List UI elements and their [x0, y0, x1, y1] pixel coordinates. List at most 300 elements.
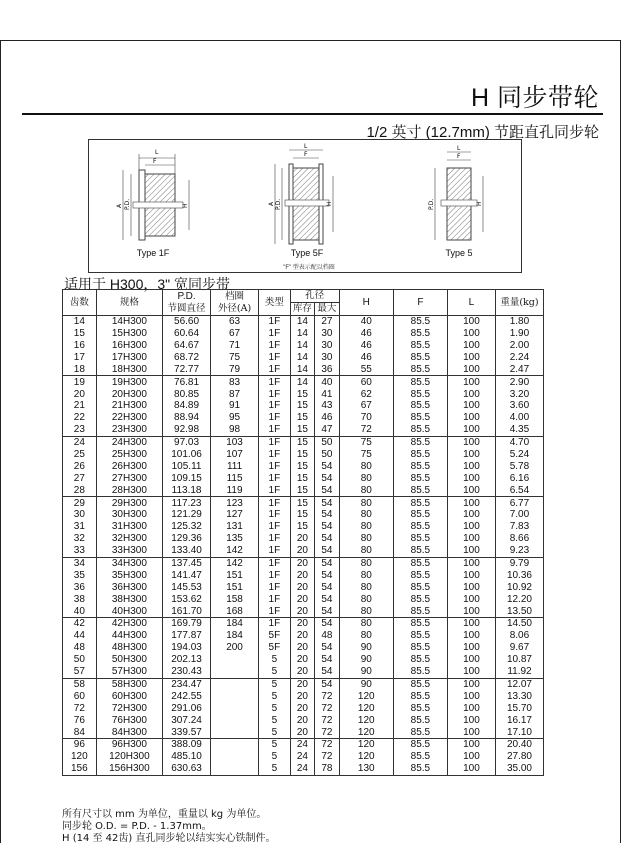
table-row [63, 449, 544, 461]
cell-l: 100 [447, 509, 495, 521]
cell-l: 100 [447, 557, 495, 569]
cell-f: 85.5 [393, 763, 447, 775]
cell-teeth: 76 [63, 714, 97, 726]
cell-bore-max: 50 [315, 449, 340, 461]
svg-text:A: A [268, 201, 275, 206]
svg-text:P.D.: P.D. [124, 198, 131, 210]
cell-flange-od: 123 [211, 497, 259, 509]
cell-flange-od: 103 [211, 436, 259, 448]
cell-f: 85.5 [393, 412, 447, 424]
cell-bore-max: 72 [315, 714, 340, 726]
cell-weight: 1.90 [495, 328, 543, 340]
cell-model: 33H300 [96, 545, 162, 557]
table-row [63, 569, 544, 581]
cell-type: 1F [259, 569, 291, 581]
cell-f: 85.5 [393, 605, 447, 617]
col-bore-stock-header: 库存 [290, 302, 315, 315]
cell-teeth: 48 [63, 642, 97, 654]
cell-h: 90 [339, 654, 393, 666]
type-5-label: Type 5 [445, 248, 473, 258]
cell-bore-max: 40 [315, 376, 340, 388]
cell-bore-stock: 20 [290, 545, 315, 557]
table-row [63, 484, 544, 496]
cell-f: 85.5 [393, 702, 447, 714]
type-5f-label: Type 5F [290, 248, 324, 258]
cell-l: 100 [447, 618, 495, 630]
cell-type: 5 [259, 763, 291, 775]
table-row [63, 726, 544, 738]
cell-model: 26H300 [96, 460, 162, 472]
cell-bore-stock: 20 [290, 678, 315, 690]
cell-flange-od: 184 [211, 618, 259, 630]
cell-f: 85.5 [393, 497, 447, 509]
table-row [63, 376, 544, 388]
cell-pd: 307.24 [163, 714, 211, 726]
cell-bore-stock: 15 [290, 472, 315, 484]
cell-f: 85.5 [393, 557, 447, 569]
col-f-header: F [393, 290, 447, 316]
cell-bore-max: 54 [315, 557, 340, 569]
cell-bore-max: 54 [315, 521, 340, 533]
cell-teeth: 31 [63, 521, 97, 533]
svg-text:H: H [326, 201, 333, 206]
cell-f: 85.5 [393, 726, 447, 738]
table-row [63, 702, 544, 714]
cell-h: 75 [339, 449, 393, 461]
cell-f: 85.5 [393, 533, 447, 545]
cell-bore-stock: 20 [290, 702, 315, 714]
cell-teeth: 17 [63, 351, 97, 363]
cell-pd: 92.98 [163, 424, 211, 436]
cell-type: 1F [259, 605, 291, 617]
cell-flange-od [211, 654, 259, 666]
cell-flange-od [211, 738, 259, 750]
cell-type: 5 [259, 738, 291, 750]
table-row [63, 388, 544, 400]
cell-bore-stock: 20 [290, 557, 315, 569]
cell-teeth: 21 [63, 400, 97, 412]
cell-l: 100 [447, 738, 495, 750]
cell-bore-max: 54 [315, 581, 340, 593]
cell-bore-stock: 20 [290, 726, 315, 738]
cell-teeth: 20 [63, 388, 97, 400]
cell-weight: 5.24 [495, 449, 543, 461]
table-row [63, 533, 544, 545]
cell-bore-stock: 14 [290, 363, 315, 375]
svg-text:P.D.: P.D. [275, 198, 282, 210]
cell-flange-od [211, 726, 259, 738]
cell-weight: 5.78 [495, 460, 543, 472]
cell-f: 85.5 [393, 738, 447, 750]
svg-text:F: F [457, 153, 461, 160]
cell-teeth: 58 [63, 678, 97, 690]
cell-weight: 27.80 [495, 751, 543, 763]
cell-bore-max: 54 [315, 569, 340, 581]
cell-model: 42H300 [96, 618, 162, 630]
cell-h: 46 [339, 351, 393, 363]
cell-teeth: 27 [63, 472, 97, 484]
cell-model: 22H300 [96, 412, 162, 424]
cell-bore-stock: 20 [290, 581, 315, 593]
cell-teeth: 32 [63, 533, 97, 545]
cell-h: 80 [339, 509, 393, 521]
table-row [63, 593, 544, 605]
cell-h: 120 [339, 714, 393, 726]
table-row [63, 666, 544, 678]
cell-bore-max: 30 [315, 351, 340, 363]
cell-flange-od: 131 [211, 521, 259, 533]
cell-l: 100 [447, 630, 495, 642]
table-row [63, 557, 544, 569]
cell-l: 100 [447, 363, 495, 375]
footnotes [62, 809, 276, 845]
cell-l: 100 [447, 424, 495, 436]
cell-bore-max: 54 [315, 509, 340, 521]
cell-flange-od: 151 [211, 581, 259, 593]
cell-bore-stock: 15 [290, 436, 315, 448]
page-title: H 同步带轮 [470, 84, 599, 112]
cell-pd: 234.47 [163, 678, 211, 690]
cell-l: 100 [447, 351, 495, 363]
col-type-header: 类型 [259, 290, 291, 316]
cell-bore-stock: 14 [290, 351, 315, 363]
cell-h: 120 [339, 751, 393, 763]
cell-model: 25H300 [96, 449, 162, 461]
cell-l: 100 [447, 690, 495, 702]
svg-text:H: H [476, 201, 483, 206]
cell-l: 100 [447, 678, 495, 690]
cell-type: 5 [259, 666, 291, 678]
cell-flange-od: 75 [211, 351, 259, 363]
svg-text:L: L [457, 145, 461, 152]
cell-weight: 4.70 [495, 436, 543, 448]
cell-weight: 2.24 [495, 351, 543, 363]
cell-pd: 117.23 [163, 497, 211, 509]
cell-flange-od [211, 690, 259, 702]
cell-model: 23H300 [96, 424, 162, 436]
cell-flange-od: 119 [211, 484, 259, 496]
table-row [63, 521, 544, 533]
type-1f-label: Type 1F [136, 248, 170, 258]
cell-weight: 15.70 [495, 702, 543, 714]
cell-type: 1F [259, 328, 291, 340]
cell-bore-stock: 20 [290, 605, 315, 617]
cell-pd: 153.62 [163, 593, 211, 605]
cell-teeth: 84 [63, 726, 97, 738]
cell-h: 80 [339, 533, 393, 545]
cell-f: 85.5 [393, 351, 447, 363]
cell-f: 85.5 [393, 460, 447, 472]
cell-flange-od: 127 [211, 509, 259, 521]
cell-flange-od: 71 [211, 340, 259, 352]
cell-l: 100 [447, 388, 495, 400]
cell-weight: 2.47 [495, 363, 543, 375]
cell-pd: 125.32 [163, 521, 211, 533]
cell-h: 80 [339, 593, 393, 605]
cell-bore-stock: 15 [290, 449, 315, 461]
col-model-header: 规格 [96, 290, 162, 316]
cell-bore-stock: 15 [290, 424, 315, 436]
cell-weight: 6.54 [495, 484, 543, 496]
cell-model: 35H300 [96, 569, 162, 581]
cell-l: 100 [447, 436, 495, 448]
cell-flange-od: 83 [211, 376, 259, 388]
cell-l: 100 [447, 521, 495, 533]
cell-flange-od: 95 [211, 412, 259, 424]
table-row [63, 340, 544, 352]
cell-model: 40H300 [96, 605, 162, 617]
cell-f: 85.5 [393, 618, 447, 630]
cell-type: 5 [259, 726, 291, 738]
cell-teeth: 15 [63, 328, 97, 340]
table-row [63, 400, 544, 412]
table-row [63, 642, 544, 654]
cell-teeth: 36 [63, 581, 97, 593]
cell-f: 85.5 [393, 630, 447, 642]
svg-text:H: H [182, 203, 189, 208]
cell-type: 1F [259, 400, 291, 412]
cell-flange-od: 67 [211, 328, 259, 340]
cell-pd: 141.47 [163, 569, 211, 581]
cell-bore-stock: 20 [290, 630, 315, 642]
cell-f: 85.5 [393, 472, 447, 484]
cell-bore-stock: 20 [290, 569, 315, 581]
cell-h: 120 [339, 738, 393, 750]
cell-model: 76H300 [96, 714, 162, 726]
cell-type: 1F [259, 315, 291, 327]
cell-weight: 7.00 [495, 509, 543, 521]
cell-type: 5 [259, 678, 291, 690]
cell-teeth: 28 [63, 484, 97, 496]
cell-h: 67 [339, 400, 393, 412]
cell-f: 85.5 [393, 388, 447, 400]
cell-teeth: 96 [63, 738, 97, 750]
cell-flange-od [211, 702, 259, 714]
cell-flange-od [211, 678, 259, 690]
cell-type: 1F [259, 351, 291, 363]
cell-l: 100 [447, 593, 495, 605]
cell-h: 72 [339, 424, 393, 436]
cell-weight: 12.20 [495, 593, 543, 605]
cell-model: 96H300 [96, 738, 162, 750]
cell-model: 14H300 [96, 315, 162, 327]
cell-l: 100 [447, 702, 495, 714]
cell-pd: 60.64 [163, 328, 211, 340]
cell-f: 85.5 [393, 328, 447, 340]
footnote-od: 同步轮 O.D. = P.D. - 1.37mm。 [62, 821, 212, 832]
cell-model: 36H300 [96, 581, 162, 593]
cell-bore-max: 54 [315, 497, 340, 509]
col-weight-header: 重量(kg) [495, 290, 543, 316]
cell-type: 5 [259, 714, 291, 726]
cell-bore-max: 72 [315, 702, 340, 714]
cell-l: 100 [447, 412, 495, 424]
cell-h: 46 [339, 340, 393, 352]
cell-bore-max: 54 [315, 678, 340, 690]
cell-f: 85.5 [393, 509, 447, 521]
cell-f: 85.5 [393, 363, 447, 375]
cell-model: 44H300 [96, 630, 162, 642]
cell-weight: 6.16 [495, 472, 543, 484]
cell-bore-max: 54 [315, 533, 340, 545]
cell-type: 1F [259, 460, 291, 472]
cell-h: 80 [339, 630, 393, 642]
cell-teeth: 40 [63, 605, 97, 617]
cell-flange-od: 63 [211, 315, 259, 327]
cell-teeth: 34 [63, 557, 97, 569]
cell-teeth: 50 [63, 654, 97, 666]
cell-type: 5 [259, 654, 291, 666]
cell-bore-max: 72 [315, 751, 340, 763]
cell-h: 80 [339, 521, 393, 533]
cell-pd: 101.06 [163, 449, 211, 461]
cell-h: 80 [339, 460, 393, 472]
table-row [63, 581, 544, 593]
table-row [63, 690, 544, 702]
cell-model: 20H300 [96, 388, 162, 400]
cell-bore-stock: 24 [290, 763, 315, 775]
table-row [63, 509, 544, 521]
cell-pd: 177.87 [163, 630, 211, 642]
cell-f: 85.5 [393, 593, 447, 605]
cell-weight: 9.67 [495, 642, 543, 654]
cell-bore-max: 54 [315, 666, 340, 678]
cell-weight: 4.35 [495, 424, 543, 436]
table-row [63, 678, 544, 690]
table-row [63, 328, 544, 340]
col-flange-subheader: 外径(A) [211, 302, 259, 315]
cell-l: 100 [447, 340, 495, 352]
cell-type: 1F [259, 424, 291, 436]
cell-weight: 16.17 [495, 714, 543, 726]
cell-h: 80 [339, 569, 393, 581]
svg-text:F: F [304, 151, 308, 158]
cell-teeth: 19 [63, 376, 97, 388]
page-subtitle: 1/2 英寸 (12.7mm) 节距直孔同步轮 [366, 124, 599, 141]
cell-model: 24H300 [96, 436, 162, 448]
table-row [63, 654, 544, 666]
cell-type: 1F [259, 509, 291, 521]
table-row [63, 472, 544, 484]
section-title: 适用于 H300，3" 宽同步带 [64, 276, 231, 292]
cell-type: 5F [259, 630, 291, 642]
cell-f: 85.5 [393, 714, 447, 726]
cell-weight: 1.80 [495, 315, 543, 327]
col-l-header: L [447, 290, 495, 316]
cell-model: 48H300 [96, 642, 162, 654]
cell-bore-max: 54 [315, 472, 340, 484]
cell-pd: 161.70 [163, 605, 211, 617]
page-frame-left [0, 40, 1, 843]
cell-model: 17H300 [96, 351, 162, 363]
cell-h: 80 [339, 497, 393, 509]
cell-f: 85.5 [393, 666, 447, 678]
cell-weight: 10.92 [495, 581, 543, 593]
cell-flange-od: 115 [211, 472, 259, 484]
cell-type: 1F [259, 472, 291, 484]
cell-bore-stock: 20 [290, 593, 315, 605]
cell-f: 85.5 [393, 545, 447, 557]
cell-weight: 8.06 [495, 630, 543, 642]
cell-bore-max: 54 [315, 618, 340, 630]
table-row [63, 436, 544, 448]
pulley-spec-table [62, 289, 544, 776]
cell-l: 100 [447, 400, 495, 412]
cell-f: 85.5 [393, 751, 447, 763]
cell-model: 27H300 [96, 472, 162, 484]
cell-f: 85.5 [393, 678, 447, 690]
svg-text:P.D.: P.D. [428, 198, 435, 210]
cell-teeth: 24 [63, 436, 97, 448]
pulley-diagram-panel [88, 139, 522, 273]
footnote-units: 所有尺寸以 mm 为单位，重量以 kg 为单位。 [62, 809, 267, 820]
cell-bore-stock: 15 [290, 388, 315, 400]
cell-h: 130 [339, 763, 393, 775]
cell-teeth: 44 [63, 630, 97, 642]
cell-flange-od: 107 [211, 449, 259, 461]
cell-type: 5 [259, 690, 291, 702]
cell-f: 85.5 [393, 642, 447, 654]
cell-model: 34H300 [96, 557, 162, 569]
cell-flange-od [211, 763, 259, 775]
cell-f: 85.5 [393, 436, 447, 448]
cell-f: 85.5 [393, 315, 447, 327]
cell-pd: 202.13 [163, 654, 211, 666]
cell-pd: 88.94 [163, 412, 211, 424]
cell-f: 85.5 [393, 424, 447, 436]
cell-model: 58H300 [96, 678, 162, 690]
col-pd-header: P.D. [163, 290, 211, 303]
cell-type: 1F [259, 545, 291, 557]
cell-flange-od: 135 [211, 533, 259, 545]
cell-weight: 3.20 [495, 388, 543, 400]
cell-bore-max: 43 [315, 400, 340, 412]
col-h-header: H [339, 290, 393, 316]
spec-table-body [63, 315, 544, 775]
cell-h: 90 [339, 666, 393, 678]
cell-bore-stock: 20 [290, 690, 315, 702]
cell-bore-max: 30 [315, 328, 340, 340]
cell-model: 18H300 [96, 363, 162, 375]
cell-h: 40 [339, 315, 393, 327]
cell-weight: 8.66 [495, 533, 543, 545]
cell-bore-stock: 15 [290, 484, 315, 496]
cell-flange-od: 151 [211, 569, 259, 581]
table-row [63, 738, 544, 750]
cell-bore-stock: 14 [290, 340, 315, 352]
cell-teeth: 23 [63, 424, 97, 436]
cell-bore-stock: 24 [290, 751, 315, 763]
cell-f: 85.5 [393, 569, 447, 581]
cell-weight: 35.00 [495, 763, 543, 775]
table-row [63, 605, 544, 617]
cell-bore-max: 50 [315, 436, 340, 448]
cell-bore-stock: 14 [290, 328, 315, 340]
table-row [63, 751, 544, 763]
cell-l: 100 [447, 449, 495, 461]
cell-type: 1F [259, 618, 291, 630]
cell-l: 100 [447, 376, 495, 388]
cell-pd: 72.77 [163, 363, 211, 375]
cell-bore-stock: 20 [290, 618, 315, 630]
cell-bore-stock: 14 [290, 376, 315, 388]
cell-bore-max: 72 [315, 726, 340, 738]
cell-pd: 145.53 [163, 581, 211, 593]
table-row [63, 351, 544, 363]
cell-weight: 20.40 [495, 738, 543, 750]
cell-h: 90 [339, 678, 393, 690]
type-1f-drawing [103, 140, 203, 248]
